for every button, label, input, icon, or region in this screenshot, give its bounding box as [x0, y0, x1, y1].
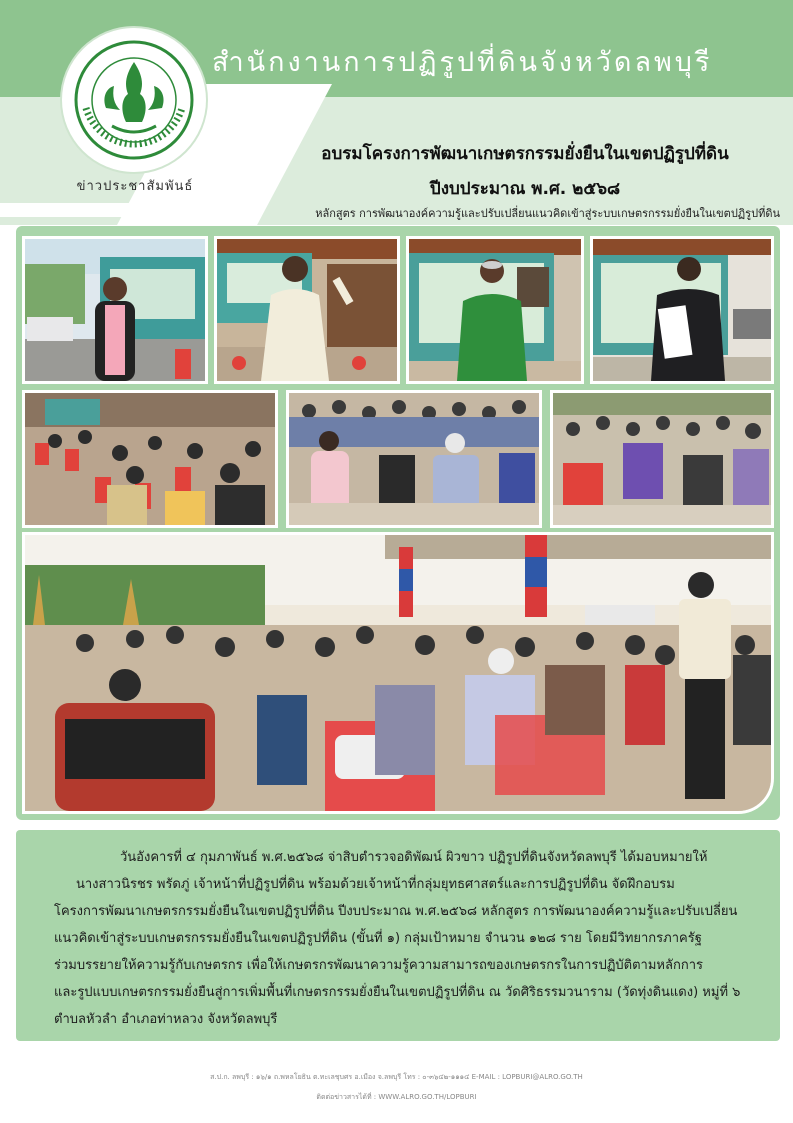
article-line: แนวคิดเข้าสู่ระบบเกษตรกรรมยั่งยืนในเขตปฏิรูปที่ดิน (ขั้นที่ ๑) กลุ่มเป้าหมาย จำนวน ๑๒๘ ราย โดยมีวิทยากรภาครัฐ — [54, 931, 702, 946]
article-line: โครงการพัฒนาเกษตรกรรมยั่งยืนในเขตปฏิรูปที่ดิน ปีงบประมาณ พ.ศ.๒๕๖๘ หลักสูตร การพัฒนาองค์ความรู้และปรับเปลี่ยน — [54, 904, 738, 919]
article-line: และรูปแบบเกษตรกรรมยั่งยืนสู่การเพิ่มพื้นที่เกษตรกรรมยั่งยืนในเขตปฏิรูปที่ดิน ณ วัดศิริธรรมวนาราม (วัดทุ่งดินแดง) หมู่ที่ ๖ — [54, 985, 741, 1000]
photo-collage — [16, 226, 780, 820]
alro-seal-icon — [72, 38, 196, 162]
footer-address: ส.ป.ก. ลพบุรี : ๑๖/๑ ถ.พหลโยธิน ต.ทะเลชุบศร อ.เมือง จ.ลพบุรี โทร : ๐-๓๖๔๒-๑๑๑๔ E-MAIL : LOPBURI@ALRO.GO.TH — [210, 1073, 583, 1081]
headline-year: ปีงบประมาณ พ.ศ. ๒๕๖๘ — [429, 179, 621, 199]
speaker-man-reading-photo — [590, 236, 774, 384]
org-title: สำนักงานการปฏิรูปที่ดินจังหวัดลพบุรี — [212, 47, 713, 78]
footer-contact: ติดต่อข่าวสารได้ที่ : WWW.ALRO.GO.TH/LOPBURI — [316, 1093, 477, 1101]
section-label: ข่าวประชาสัมพันธ์ — [76, 179, 194, 194]
header-strip — [0, 203, 250, 217]
audience-left-photo — [22, 390, 278, 528]
speaker-man-green-shirt-photo — [406, 236, 584, 384]
headline: อบรมโครงการพัฒนาเกษตรกรรมยั่งยืนในเขตปฏิรูปที่ดิน — [321, 144, 729, 164]
audience-wide-photo — [22, 532, 774, 814]
course-subtitle: หลักสูตร การพัฒนาองค์ความรู้และปรับเปลี่ยนแนวคิดเข้าสู่ระบบเกษตรกรรมยั่งยืนในเขตปฏิรูปที่ดิน — [315, 207, 780, 220]
article-line: ร่วมบรรยายให้ความรู้กับเกษตรกร เพื่อให้เกษตรกรพัฒนาความรู้ความสามารถของเกษตรกรในการปฏิบัติตามหลักการ — [54, 958, 703, 973]
article-panel — [16, 830, 780, 1041]
article-line: นางสาวนิรชร พรัดภู่ เจ้าหน้าที่ปฏิรูปที่ดิน พร้อมด้วยเจ้าหน้าที่กลุ่มยุทธศาสตร์และการปฏิรูปที่ดิน จัดฝึกอบรม — [76, 877, 675, 892]
speaker-woman-photo — [22, 236, 208, 384]
audience-right-photo — [550, 390, 774, 528]
speaker-man-white-shirt-photo — [214, 236, 400, 384]
article-line: ตำบลหัวลำ อำเภอท่าหลวง จังหวัดลพบุรี — [54, 1012, 278, 1027]
article-line: วันอังคารที่ ๔ กุมภาพันธ์ พ.ศ.๒๕๖๘ จ่าสิบตำรวจอดิพัฒน์ ผิวขาว ปฏิรูปที่ดินจังหวัดลพบุรี ได้มอบหมายให้ — [120, 850, 708, 865]
alro-logo — [62, 28, 206, 172]
audience-center-photo — [286, 390, 542, 528]
